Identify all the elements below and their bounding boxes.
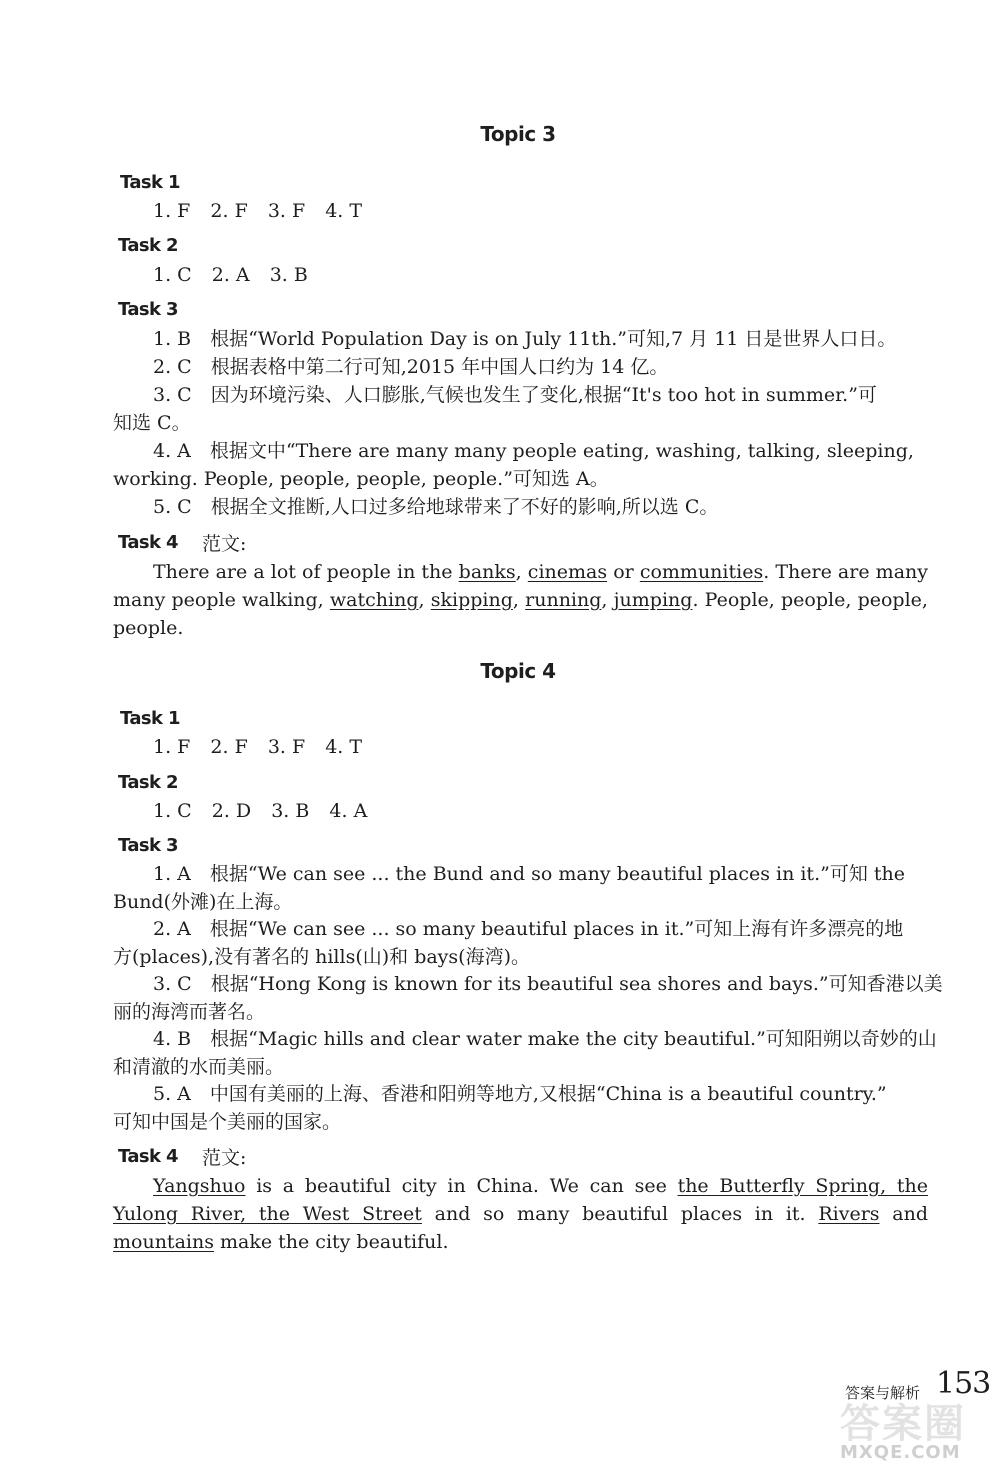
answer-item: 1. F xyxy=(153,200,191,222)
answer-item: 3. B xyxy=(271,800,310,822)
topic3-task2-label: Task 2 xyxy=(118,235,178,256)
topic3-task1-label: Task 1 xyxy=(120,172,180,193)
answer-item: 2. F xyxy=(210,736,248,758)
essay-blank: mountains xyxy=(113,1231,214,1253)
topic3-task3-item-2: 2. C 根据表格中第二行可知,2015 年中国人口约为 14 亿。 xyxy=(153,356,669,378)
topic4-task3-item-5-cont: 可知中国是个美丽的国家。 xyxy=(113,1111,342,1133)
essay-text: make the city beautiful. xyxy=(213,1231,449,1253)
answer-item: 1. F xyxy=(153,736,191,758)
topic3-task3-item-4: 4. A 根据文中“There are many many people eating, washing, talking, sleeping, xyxy=(153,440,914,462)
essay-blank: banks xyxy=(458,561,516,583)
essay-text: . People, people, people, people. xyxy=(113,589,928,639)
answer-item: 4. A xyxy=(329,800,368,822)
topic4-task4-label: Task 4 xyxy=(118,1146,178,1167)
site-watermark xyxy=(840,1392,990,1464)
topic4-task2-answers xyxy=(153,800,381,822)
topic-3-title: Topic 3 xyxy=(480,122,556,146)
essay-blank: cinemas xyxy=(527,561,608,583)
topic4-task3-item-2-cont: 方(places),没有著名的 hills(山)和 bays(海湾)。 xyxy=(113,946,530,968)
essay-blank: Rivers xyxy=(818,1203,880,1225)
essay-text: There are a lot of people in the xyxy=(153,561,459,583)
answer-item: 3. B xyxy=(269,264,308,286)
essay-text: and xyxy=(879,1203,928,1225)
topic3-model-essay xyxy=(113,558,928,642)
topic3-task3-item-3-cont: 知选 C。 xyxy=(113,412,191,434)
topic3-task3-item-3: 3. C 因为环境污染、人口膨胀,气候也发生了变化,根据“It's too hot in summer.”可 xyxy=(153,384,877,406)
topic4-task3-item-2: 2. A 根据“We can see ... so many beautiful places in it.”可知上海有许多漂亮的地 xyxy=(153,918,904,940)
page-number: 153 xyxy=(936,1366,991,1401)
essay-blank: communities xyxy=(639,561,764,583)
answer-item: 3. F xyxy=(267,200,306,222)
topic4-task3-item-4-cont: 和清澈的水而美丽。 xyxy=(113,1056,285,1078)
topic4-task4-heading: 范文: xyxy=(202,1147,247,1169)
essay-blank: Yangshuo xyxy=(153,1175,246,1197)
essay-blank: watching xyxy=(329,589,419,611)
essay-text: or xyxy=(607,561,640,583)
answer-item: 2. A xyxy=(211,264,250,286)
essay-text: , xyxy=(601,589,614,611)
essay-blank: jumping xyxy=(613,589,693,611)
topic3-task3-item-4-cont: working. People, people, people, people.”可知选 A。 xyxy=(113,468,609,490)
topic4-task3-label: Task 3 xyxy=(118,835,178,856)
essay-blank: skipping xyxy=(430,589,513,611)
topic3-task2-answers xyxy=(153,264,322,286)
topic4-task1-answers xyxy=(153,736,376,758)
answer-item: 4. T xyxy=(325,200,363,222)
essay-text: , xyxy=(515,561,528,583)
watermark-logo-text: 答案圈 xyxy=(840,1401,966,1447)
topic4-task1-label: Task 1 xyxy=(120,708,180,729)
topic3-task3-item-5: 5. C 根据全文推断,人口过多给地球带来了不好的影响,所以选 C。 xyxy=(153,496,719,518)
essay-text: is a beautiful city in China. We can see xyxy=(245,1175,678,1197)
topic4-model-essay xyxy=(113,1172,928,1256)
essay-blank: running xyxy=(525,589,602,611)
essay-text: , xyxy=(418,589,431,611)
topic4-task3-item-5: 5. A 中国有美丽的上海、香港和阳朔等地方,又根据“China is a beautiful country.” xyxy=(153,1083,887,1105)
topic3-task4-heading: 范文: xyxy=(202,533,247,555)
topic3-task3-item-1: 1. B 根据“World Population Day is on July 11th.”可知,7 月 11 日是世界人口日。 xyxy=(153,328,897,350)
topic4-task3-item-3-cont: 丽的海湾而著名。 xyxy=(113,1001,266,1023)
topic3-task1-answers xyxy=(153,200,376,222)
topic4-task3-item-3: 3. C 根据“Hong Kong is known for its beautiful sea shores and bays.”可知香港以美 xyxy=(153,973,943,995)
topic3-task4-label: Task 4 xyxy=(118,532,178,553)
answer-item: 1. C xyxy=(153,264,192,286)
topic4-task3-item-1: 1. A 根据“We can see ... the Bund and so many beautiful places in it.”可知 the xyxy=(153,863,905,885)
essay-blank: the Butterfly Spring, the Yulong River, the West Street xyxy=(113,1175,928,1225)
answer-item: 3. F xyxy=(267,736,306,758)
topic-4-title: Topic 4 xyxy=(480,659,556,683)
essay-text: and so many beautiful places in it. xyxy=(421,1203,819,1225)
answer-item: 2. F xyxy=(210,200,248,222)
essay-text: , xyxy=(512,589,526,611)
topic4-task2-label: Task 2 xyxy=(118,772,178,793)
answer-item: 1. C xyxy=(153,800,192,822)
footer-section-label: 答案与解析 xyxy=(845,1384,921,1402)
essay-text: . There are many many people walking, xyxy=(113,561,928,611)
watermark-url: MXQE.COM xyxy=(840,1442,961,1463)
topic4-task3-item-1-cont: Bund(外滩)在上海。 xyxy=(113,891,293,913)
topic3-task3-label: Task 3 xyxy=(118,299,178,320)
answer-item: 2. D xyxy=(211,800,252,822)
answer-item: 4. T xyxy=(325,736,363,758)
topic4-task3-item-4: 4. B 根据“Magic hills and clear water make the city beautiful.”可知阳朔以奇妙的山 xyxy=(153,1028,937,1050)
